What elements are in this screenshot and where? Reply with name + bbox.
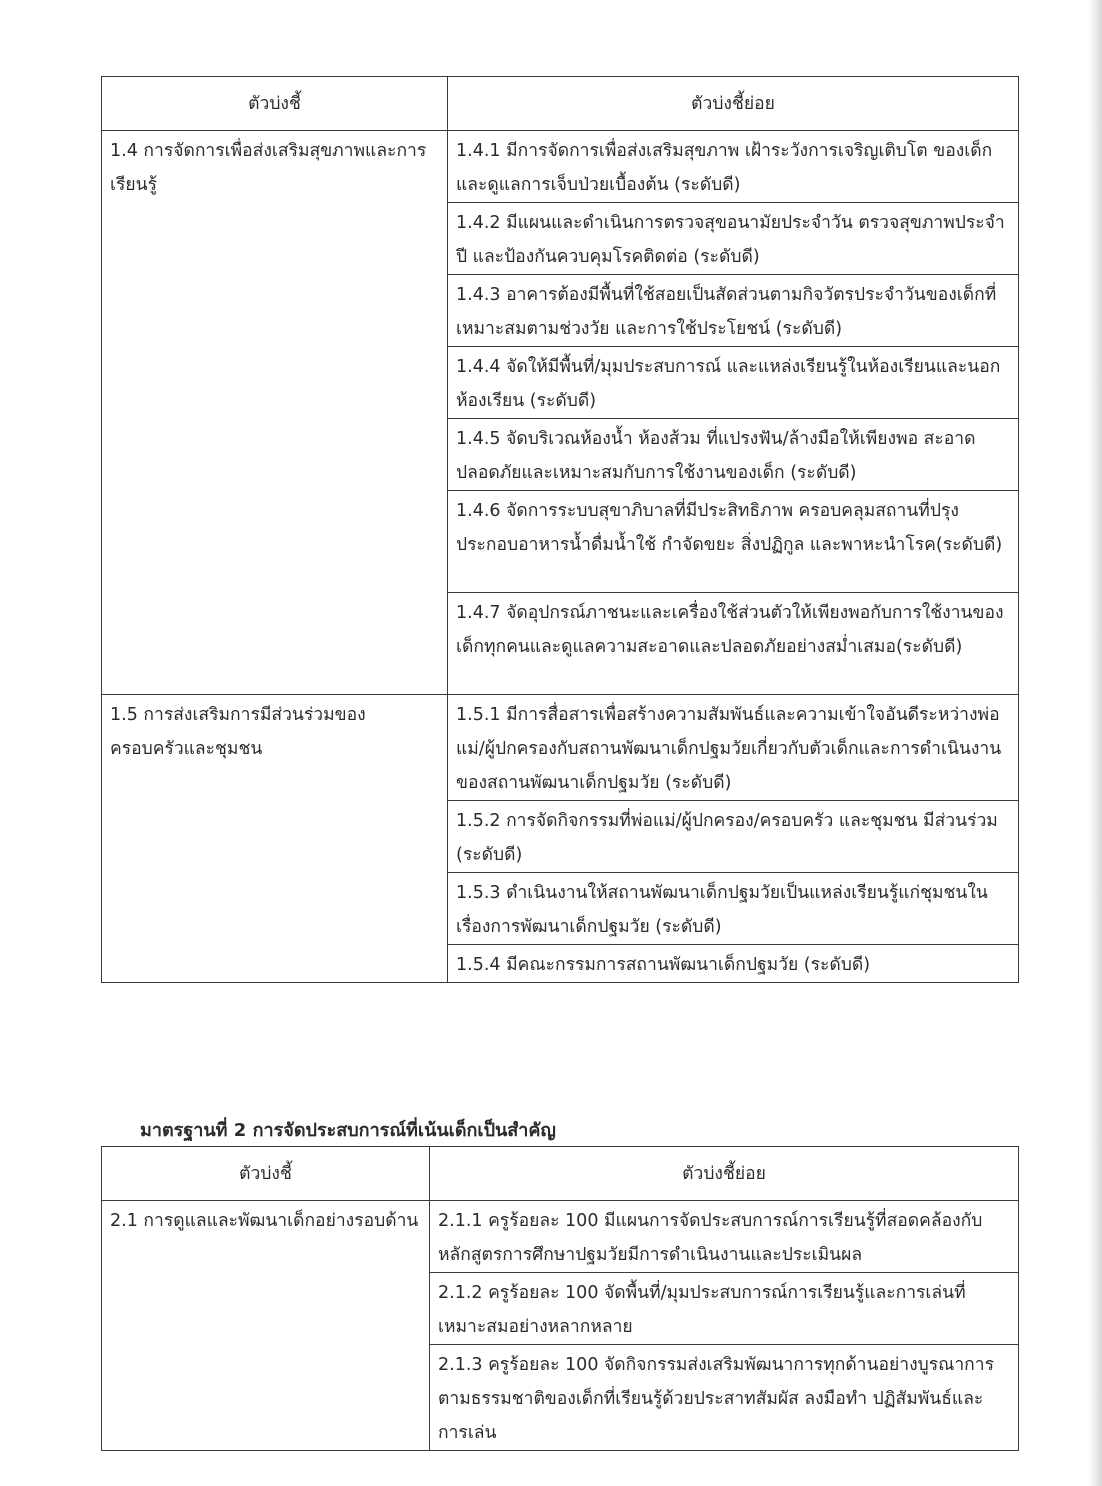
sub-indicator-text: 1.5.3 ดำเนินงานให้สถานพัฒนาเด็กปฐมวัยเป็นแหล่งเรียนรู้แก่ชุมชนในเรื่องการพัฒนาเด็กปฐมวัย (ระดับดี) [456, 883, 988, 937]
indicator-cell [102, 131, 448, 695]
sub-indicator-cell [430, 1273, 1019, 1345]
indicator-text: 1.4 การจัดการเพื่อส่งเสริมสุขภาพและการเรียนรู้ [110, 141, 427, 195]
sub-indicator-text: 1.5.4 มีคณะกรรมการสถานพัฒนาเด็กปฐมวัย (ระดับดี) [456, 955, 871, 975]
table-row [102, 1201, 1019, 1273]
sub-indicator-text: 1.4.7 จัดอุปกรณ์ภาชนะและเครื่องใช้ส่วนตัวให้เพียงพอกับการใช้งานของเด็กทุกคนและดูแลความสะอาดและปลอดภัยอย่างสม่ำเสมอ(ระดับดี) [456, 603, 1004, 657]
indicator-table-2 [101, 1146, 1019, 1451]
sub-indicator-cell [448, 945, 1019, 983]
header-sub-indicator: ตัวบ่งชี้ย่อย [448, 77, 1019, 131]
sub-indicator-cell [448, 873, 1019, 945]
sub-indicator-text: 2.1.3 ครูร้อยละ 100 จัดกิจกรรมส่งเสริมพัฒนาการทุกด้านอย่างบูรณาการตามธรรมชาติของเด็กที่เรียนรู้ด้วยประสาทสัมผัส ลงมือทำ ปฏิสัมพันธ์และการเล่น [438, 1355, 995, 1443]
sub-indicator-text: 2.1.2 ครูร้อยละ 100 จัดพื้นที่/มุมประสบการณ์การเรียนรู้และการเล่นที่เหมาะสมอย่างหลากหลาย [438, 1283, 966, 1337]
sub-indicator-cell [448, 695, 1019, 801]
indicator-cell [102, 1201, 430, 1451]
sub-indicator-cell [430, 1345, 1019, 1451]
sub-indicator-text: 1.4.2 มีแผนและดำเนินการตรวจสุขอนามัยประจำวัน ตรวจสุขภาพประจำปี และป้องกันควบคุมโรคติดต่อ (ระดับดี) [456, 213, 1005, 267]
sub-indicator-cell [448, 419, 1019, 491]
sub-indicator-text: 1.5.2 การจัดกิจกรรมที่พ่อแม่/ผู้ปกครอง/ครอบครัว และชุมชน มีส่วนร่วม (ระดับดี) [456, 811, 998, 865]
sub-indicator-cell [448, 491, 1019, 593]
indicator-text: 1.5 การส่งเสริมการมีส่วนร่วมของครอบครัวและชุมชน [110, 705, 366, 759]
sub-indicator-text: 2.1.1 ครูร้อยละ 100 มีแผนการจัดประสบการณ์การเรียนรู้ที่สอดคล้องกับหลักสูตรการศึกษาปฐมวัยมีการดำเนินงานและประเมินผล [438, 1211, 983, 1265]
sub-indicator-cell [448, 203, 1019, 275]
page-edge-shadow [1088, 0, 1102, 1486]
table-row [102, 695, 1019, 801]
sub-indicator-cell [448, 275, 1019, 347]
sub-indicator-cell [448, 131, 1019, 203]
header-indicator: ตัวบ่งชี้ [102, 77, 448, 131]
sub-indicator-text: 1.4.1 มีการจัดการเพื่อส่งเสริมสุขภาพ เฝ้าระวังการเจริญเติบโต ของเด็กและดูแลการเจ็บป่วยเบื้องต้น (ระดับดี) [456, 141, 993, 195]
sub-indicator-text: 1.4.6 จัดการระบบสุขาภิบาลที่มีประสิทธิภาพ ครอบคลุมสถานที่ปรุงประกอบอาหารน้ำดื่มน้ำใช้ กำจัดขยะ สิ่งปฏิกูล และพาหะนำโรค(ระดับดี) [456, 501, 1003, 555]
indicator-text: 2.1 การดูแลและพัฒนาเด็กอย่างรอบด้าน [110, 1211, 419, 1231]
header-indicator: ตัวบ่งชี้ [102, 1147, 430, 1201]
indicator-cell [102, 695, 448, 983]
sub-indicator-text: 1.4.3 อาคารต้องมีพื้นที่ใช้สอยเป็นสัดส่วนตามกิจวัตรประจำวันของเด็กที่เหมาะสมตามช่วงวัย และการใช้ประโยชน์ (ระดับดี) [456, 285, 997, 339]
sub-indicator-cell [448, 801, 1019, 873]
sub-indicator-text: 1.4.5 จัดบริเวณห้องน้ำ ห้องส้วม ที่แปรงฟัน/ล้างมือให้เพียงพอ สะอาดปลอดภัยและเหมาะสมกับการใช้งานของเด็ก (ระดับดี) [456, 429, 976, 483]
table-row [102, 131, 1019, 203]
sub-indicator-cell [448, 593, 1019, 695]
sub-indicator-text: 1.5.1 มีการสื่อสารเพื่อสร้างความสัมพันธ์และความเข้าใจอันดีระหว่างพ่อแม่/ผู้ปกครองกับสถานพัฒนาเด็กปฐมวัยเกี่ยวกับตัวเด็กและการดำเนินงานของสถานพัฒนาเด็กปฐมวัย (ระดับดี) [456, 705, 1002, 793]
header-sub-indicator: ตัวบ่งชี้ย่อย [430, 1147, 1019, 1201]
standard-2-title: มาตรฐานที่ 2 การจัดประสบการณ์ที่เน้นเด็กเป็นสำคัญ [140, 1120, 556, 1141]
sub-indicator-text: 1.4.4 จัดให้มีพื้นที่/มุมประสบการณ์ และแหล่งเรียนรู้ในห้องเรียนและนอกห้องเรียน (ระดับดี) [456, 357, 1001, 411]
indicator-table-1 [101, 76, 1019, 983]
sub-indicator-cell [430, 1201, 1019, 1273]
table-header-row [102, 1147, 1019, 1201]
table-header-row [102, 77, 1019, 131]
sub-indicator-cell [448, 347, 1019, 419]
